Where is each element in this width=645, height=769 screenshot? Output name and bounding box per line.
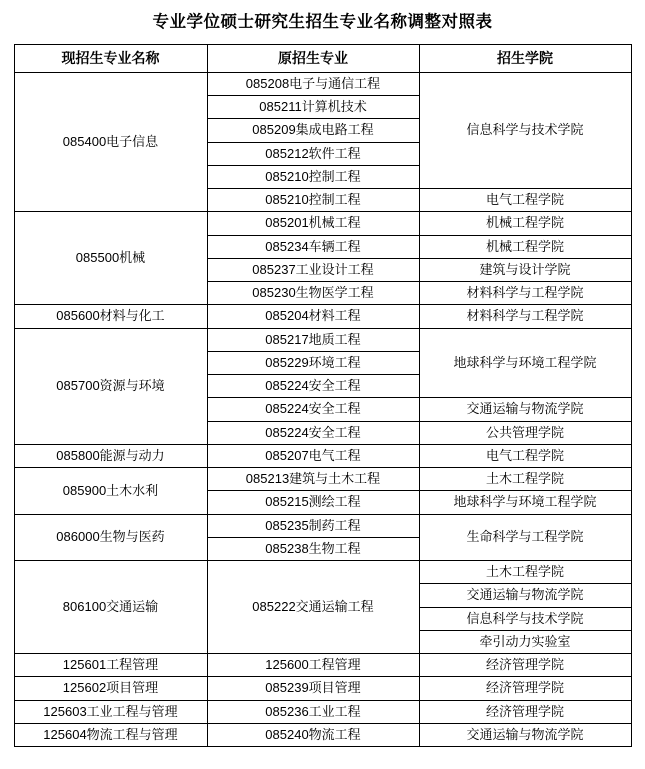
cell-college: 交通运输与物流学院 [419,398,631,421]
table-row [14,444,631,467]
cell-original-major: 085230生物医学工程 [207,282,419,305]
cell-original-major: 085236工业工程 [207,700,419,723]
cell-original-major: 085217地质工程 [207,328,419,351]
cell-college: 经济管理学院 [419,654,631,677]
cell-current-major: 125604物流工程与管理 [14,723,207,746]
major-name-comparison-table [14,44,632,747]
table-row [14,677,631,700]
cell-current-major: 085900土木水利 [14,468,207,515]
cell-current-major: 085700资源与环境 [14,328,207,444]
cell-college: 材料科学与工程学院 [419,305,631,328]
cell-college: 材料科学与工程学院 [419,282,631,305]
table-header-row [14,44,631,72]
cell-current-major: 086000生物与医药 [14,514,207,561]
cell-college: 土木工程学院 [419,468,631,491]
cell-original-major: 085224安全工程 [207,421,419,444]
cell-current-major: 125603工业工程与管理 [14,700,207,723]
cell-original-major: 085210控制工程 [207,165,419,188]
cell-current-major: 085800能源与动力 [14,444,207,467]
cell-college: 信息科学与技术学院 [419,607,631,630]
cell-college: 生命科学与工程学院 [419,514,631,561]
cell-original-major: 085224安全工程 [207,375,419,398]
table-row [14,514,631,537]
cell-original-major: 125600工程管理 [207,654,419,677]
cell-original-major: 085215测绘工程 [207,491,419,514]
table-header [14,44,631,72]
cell-current-major: 085400电子信息 [14,72,207,212]
cell-current-major: 125601工程管理 [14,654,207,677]
cell-college: 电气工程学院 [419,444,631,467]
cell-college: 电气工程学院 [419,189,631,212]
cell-original-major: 085207电气工程 [207,444,419,467]
cell-college: 经济管理学院 [419,700,631,723]
table-body [14,72,631,746]
cell-original-major: 085238生物工程 [207,537,419,560]
cell-college: 地球科学与环境工程学院 [419,491,631,514]
cell-college: 机械工程学院 [419,235,631,258]
cell-original-major: 085213建筑与土木工程 [207,468,419,491]
cell-original-major: 085204材料工程 [207,305,419,328]
table-row [14,700,631,723]
column-header-original-major: 原招生专业 [207,44,419,72]
table-row [14,305,631,328]
cell-original-major: 085210控制工程 [207,189,419,212]
cell-college: 信息科学与技术学院 [419,72,631,188]
table-row [14,468,631,491]
page-title: 专业学位硕士研究生招生专业名称调整对照表 [152,13,493,31]
cell-college: 地球科学与环境工程学院 [419,328,631,398]
cell-current-major: 085600材料与化工 [14,305,207,328]
table-row [14,72,631,95]
cell-current-major: 125602项目管理 [14,677,207,700]
cell-original-major: 085237工业设计工程 [207,258,419,281]
cell-college: 经济管理学院 [419,677,631,700]
cell-original-major: 085222交通运输工程 [207,561,419,654]
table-row [14,654,631,677]
cell-original-major: 085209集成电路工程 [207,119,419,142]
cell-college: 建筑与设计学院 [419,258,631,281]
cell-college: 交通运输与物流学院 [419,723,631,746]
cell-current-major: 085500机械 [14,212,207,305]
cell-original-major: 085211计算机技术 [207,96,419,119]
cell-college: 牵引动力实验室 [419,630,631,653]
table-row [14,561,631,584]
cell-college: 交通运输与物流学院 [419,584,631,607]
cell-college: 机械工程学院 [419,212,631,235]
cell-original-major: 085229环境工程 [207,351,419,374]
cell-original-major: 085201机械工程 [207,212,419,235]
cell-original-major: 085212软件工程 [207,142,419,165]
table-row [14,212,631,235]
cell-current-major: 806100交通运输 [14,561,207,654]
cell-college: 土木工程学院 [419,561,631,584]
cell-original-major: 085235制药工程 [207,514,419,537]
cell-original-major: 085234车辆工程 [207,235,419,258]
table-row [14,328,631,351]
column-header-current-major: 现招生专业名称 [14,44,207,72]
table-row [14,723,631,746]
cell-original-major: 085239项目管理 [207,677,419,700]
cell-original-major: 085208电子与通信工程 [207,72,419,95]
cell-college: 公共管理学院 [419,421,631,444]
cell-original-major: 085224安全工程 [207,398,419,421]
column-header-college: 招生学院 [419,44,631,72]
cell-original-major: 085240物流工程 [207,723,419,746]
